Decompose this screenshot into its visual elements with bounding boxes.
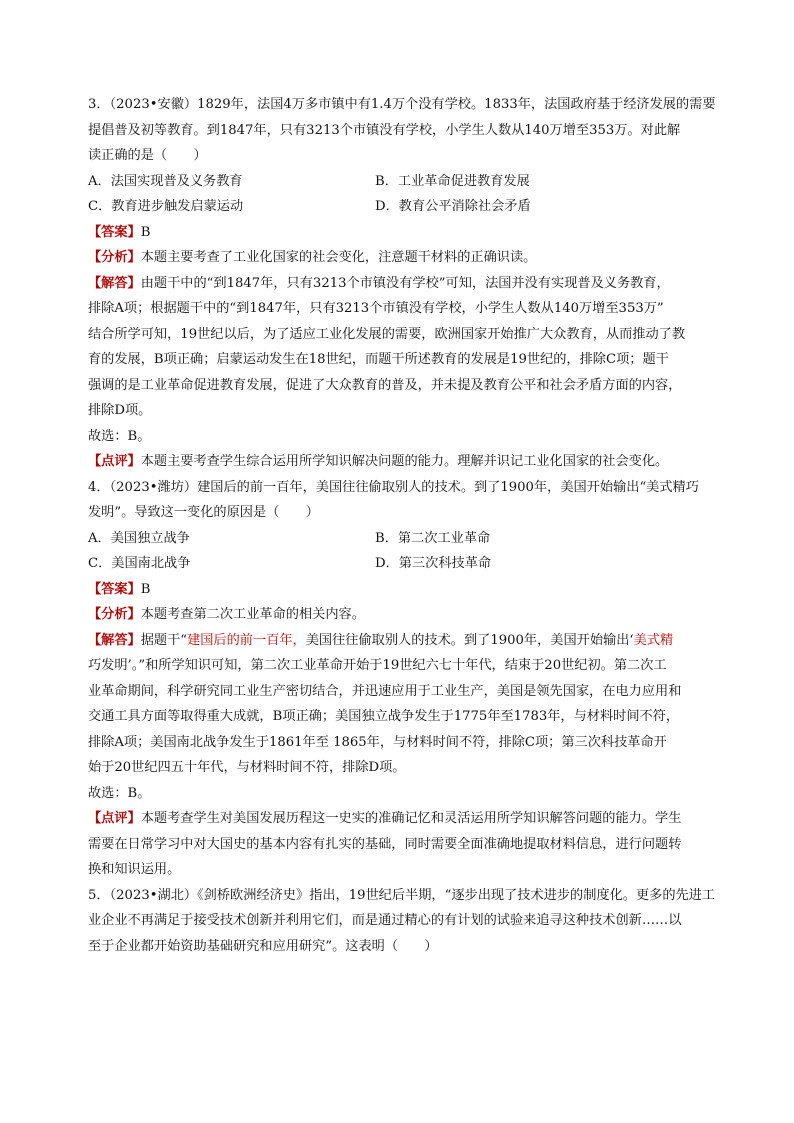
analysis-text: 本题考查第二次工业革命的相关内容。	[140, 607, 365, 622]
option-d: D．第三次科技革命	[375, 556, 492, 571]
review-tag: 【点评】	[88, 454, 141, 469]
question-3	[88, 92, 718, 475]
option-b: B．第二次工业革命	[375, 530, 491, 546]
answer-value: B	[140, 581, 151, 597]
option-a: A．美国独立战争	[88, 530, 190, 546]
answer-tag: 【答案】	[88, 224, 141, 240]
question-stem: 5．（2023•湖北）《剑桥欧洲经济史》指出，19世纪后半期，“逐步出现了技术进步的制度化。更多的先进工 业企业不再满足于接受技术创新并利用它们，而是通过精心的有计划的试验来追寻这种技术创新……以 至于企业都开始资助基础研究和应用研究”。这表明（ ）	[88, 887, 716, 954]
option-c: C．教育进步触发启蒙运动	[88, 199, 244, 214]
review-text: 本题主要考查学生综合运用所学知识解决问题的能力。理解并识记工业化国家的社会变化。	[140, 454, 669, 469]
analysis-row	[88, 602, 718, 628]
review-tag: 【点评】	[88, 811, 141, 826]
solution-block: 【解答】由题干中的“到1847年，只有3213个市镇没有学校”可知，法国并没有实现普及义务教育， 排除A项；根据题干中的“到1847年，只有3213个市镇没有学校，小学生人数从140万增至353万” 结合所学可知，19世纪以后，为了适应工业化发展的需要，欧洲国家开始推广大众教育，从而推动了教 育的发展，B项正确；启蒙运动发生在18世纪，而题干所述教育的发展是19世纪的，排除C项；题干 强调的是工业革命促进教育发展，促进了大众教育的普及，并未提及教育公平和社会矛盾方面的内容， 排除D项。	[88, 275, 686, 418]
answer-row	[88, 577, 718, 603]
options	[88, 169, 718, 220]
choice-row: 故选：B。	[88, 428, 151, 444]
analysis-tag: 【分析】	[88, 607, 141, 622]
review-block: 【点评】本题考查学生对美国发展历程这一史实的准确记忆和灵活运用所学知识解答问题的能力。学生 需要在日常学习中对大国史的基本内容有扎实的基础，同时需要全面准确地提取材料信息，进行问题转 换和知识运用。	[88, 811, 682, 877]
document-content	[88, 92, 718, 959]
options	[88, 526, 718, 577]
question-4	[88, 475, 718, 883]
choice-row: 故选：B。	[88, 785, 151, 801]
review-row	[88, 449, 718, 475]
solution-block: 【解答】据题干“建国后的前一百年，美国往往偷取别人的技术。到了1900年，美国开始输出‘美式精 巧发明’。”和所学知识可知，第二次工业革命开始于19世纪六七十年代，结束于20世纪初。第二次工 业革命期间，科学研究同工业生产密切结合，并迅速应用于工业生产，美国是领先国家，在电力应用和 交通工具方面等取得重大成就，B项正确；美国独立战争发生于1775年至1783年，与材料时间不符， 排除A项；美国南北战争发生于1861年至 1865年，与材料时间不符，排除C项；第三次科技革命开 始于20世纪四五十年代，与材料时间不符，排除D项。	[88, 632, 682, 775]
question-stem: 3．（2023•安徽）1829年，法国4万多市镇中有1.4万个没有学校。1833年，法国政府基于经济发展的需要 提倡普及初等教育。到1847年，只有3213个市镇没有学校，小学生人数从140万增至353万。对此解 读正确的是（ ）	[88, 97, 716, 163]
option-d: D．教育公平消除社会矛盾	[375, 199, 531, 214]
analysis-text: 本题主要考查了工业化国家的社会变化，注意题干材料的正确识读。	[140, 250, 537, 265]
option-a: A．法国实现普及义务教育	[88, 173, 243, 189]
option-c: C．美国南北战争	[88, 556, 191, 571]
answer-value: B	[140, 224, 151, 240]
question-stem: 4．（2023•潍坊）建国后的前一百年，美国往往偷取别人的技术。到了1900年，美国开始输出“美式精巧 发明”。导致这一变化的原因是（ ）	[88, 479, 699, 520]
answer-tag: 【答案】	[88, 581, 141, 597]
answer-row	[88, 220, 718, 246]
analysis-row	[88, 245, 718, 271]
solution-tag: 【解答】	[88, 632, 141, 648]
question-5	[88, 883, 718, 960]
analysis-tag: 【分析】	[88, 250, 141, 265]
option-b: B．工业革命促进教育发展	[375, 173, 530, 189]
solution-tag: 【解答】	[88, 275, 141, 291]
